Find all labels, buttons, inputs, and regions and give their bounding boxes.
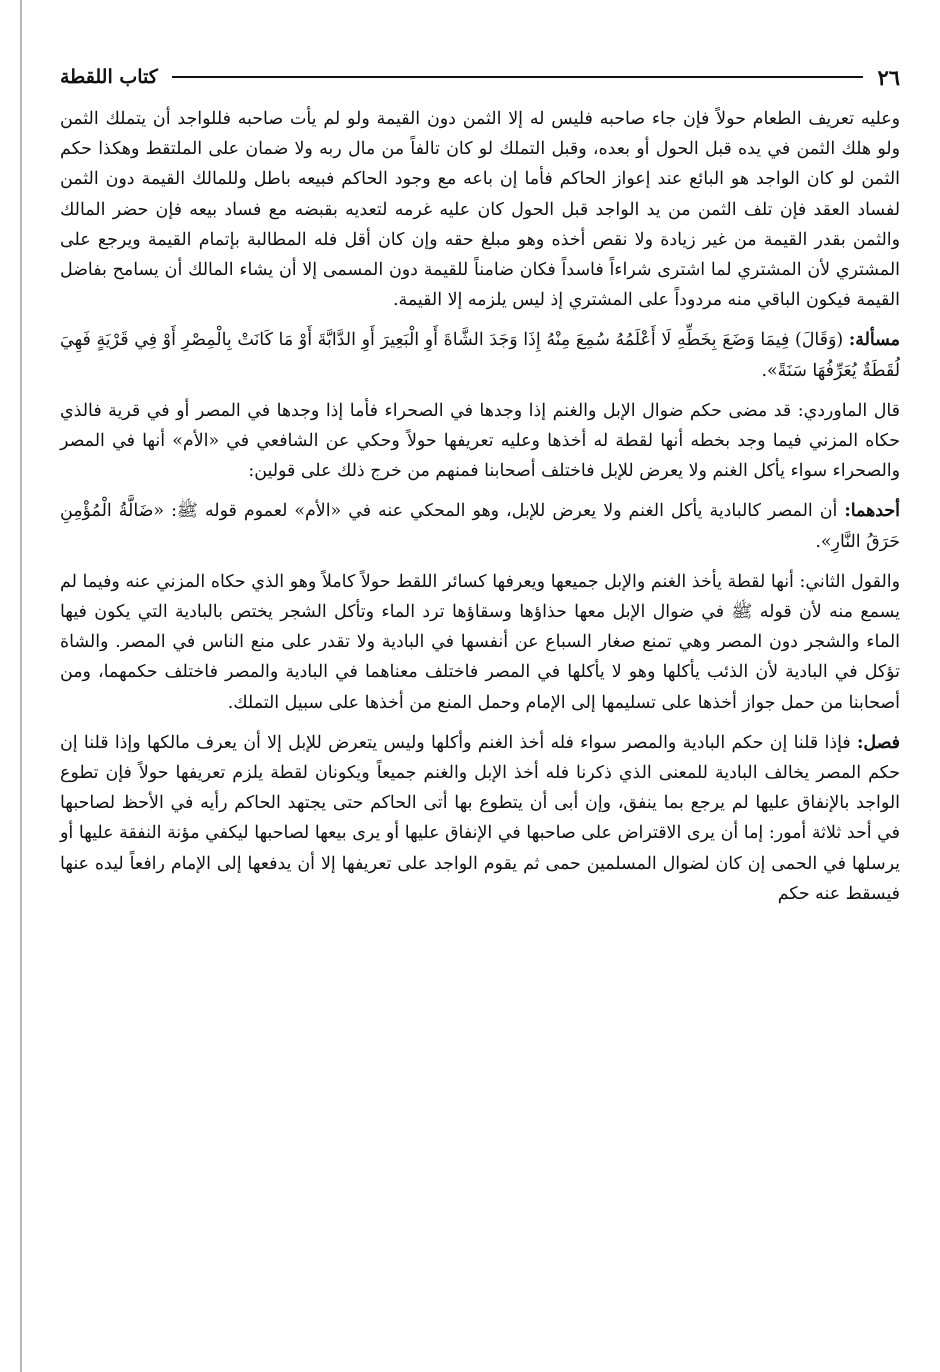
page-body <box>60 104 900 909</box>
book-page <box>60 62 900 919</box>
paragraph-text: أن المصر كالبادية يأكل الغنم ولا يعرض للإبل، وهو المحكي عنه في «الأم» لعموم قوله ﷺ: «ضَالَّةُ الْمُؤْمِنِ حَرَقُ النَّارِ». <box>60 501 900 552</box>
masala-label: مسألة: <box>848 330 900 351</box>
page-number: ٢٦ <box>877 64 900 90</box>
scan-margin-line <box>20 0 22 1372</box>
paragraph-text: وعليه تعريف الطعام حولاً فإن جاء صاحبه فليس له إلا الثمن دون القيمة ولو لم يأت صاحبه فللواجد أن يتملك الثمن ولو هلك الثمن في يده قبل الحول أو بعده، وقبل التملك لو كان تالفاً من مال ربه ولا ضمان على الملتقط وهكذا حكم الثمن لو كان الواجد هو البائع عند إعواز الحاكم فأما إن باعه مع وجود الحاكم فبيعه باطل وللمالك القيمة دون الثمن لفساد العقد فإن تلف الثمن من يد الواجد قبل الحول كان عليه غرمه لتعديه بقبضه مع فساد بيعه فإن حضر المالك والثمن بقدر القيمة من غير زيادة ولا نقص أخذه وهو مبلغ حقه وإن كان أقل فله المطالبة بإتمام القيمة ويرجع على المشتري لأن المشتري لما اشترى شراءاً فاسداً فكان ضامناً للقيمة دون المسمى إلا أن يشاء المالك أن يسامح بفاضل القيمة فيكون الباقي منه مردوداً على المشتري إذ ليس يلزمه إلا القيمة. <box>60 109 900 311</box>
header-rule <box>172 76 864 78</box>
paragraph-text: والقول الثاني: أنها لقطة يأخذ الغنم والإبل جميعها ويعرفها كسائر اللقط حولاً كاملاً وهو الذي حكاه المزني عنه وفيما لم يسمع منه لأن قوله ﷺ في ضوال الإبل معها حذاؤها وسقاؤها ترد الماء وتأكل الشجر يختص بالبادية التي يكون فيها الماء والشجر دون المصر وهي تمنع صغار السباع عن أنفسها في البادية ولا تقدر على منع الناس في المصر. والشاة تؤكل في البادية لأن الذئب يأكلها وهو لا يأكلها في المصر فاختلف معناهما في البادية والمصر فاختلف حكمهما، ومن أصحابنا من حمل جواز أخذها على تسليمها إلى الإمام وحمل المنع من أخذها على سبيل التملك. <box>60 571 900 713</box>
paragraph-first-opinion <box>60 496 900 556</box>
fasl-label: فصل: <box>857 732 900 753</box>
book-title: كتاب اللقطة <box>60 66 158 88</box>
paragraph-text: فإذا قلنا إن حكم البادية والمصر سواء فله أخذ الغنم وأكلها وليس يتعرض للإبل إلا أن يعرف مالكها وإذا قلنا إن حكم المصر يخالف البادية للمعنى الذي ذكرنا فله أخذ الإبل والغنم جميعاً ويكونان لقطة يلزم تعريفها حولاً فإن تطوع الواجد بالإنفاق عليها لم يرجع بما ينفق، وإن أبى أن يتطوع بها أتى الحاكم حتى يجتهد الحاكم رأيه في الأحظ لصاحبها في أحد ثلاثة أمور: إما أن يرى الاقتراض على صاحبها في الإنفاق عليها أو يرى بيعها لصاحبها ليكفي مؤنة النفقة عليها أو يرسلها في الحمى إن كان لضوال المسلمين حمى ثم يقوم الواجد على تعريفها إلا أن يدفعها إلى الإمام رافعاً ليده عنها فيسقط عنه حكم <box>60 732 900 904</box>
paragraph-price-ruling <box>60 104 900 315</box>
paragraph-masala <box>60 325 900 385</box>
first-opinion-label: أحدهما: <box>844 501 900 522</box>
paragraph-mawardi <box>60 396 900 487</box>
paragraph-text: قال الماوردي: قد مضى حكم ضوال الإبل والغنم إذا وجدها في الصحراء فأما إذا وجدها في المصر أو في قرية فالذي حكاه المزني فيما وجد بخطه أنها لقطة له أخذها وعليه تعريفها حولاً وحكي عن الشافعي في «الأم» أنها في المصر والصحراء سواء يأكل الغنم ولا يعرض للإبل فاختلف أصحابنا فمنهم من خرج ذلك على قولين: <box>60 400 900 482</box>
paragraph-second-opinion <box>60 567 900 718</box>
paragraph-text: (وَقَالَ) فِيمَا وَضَعَ بِخَطِّهِ لَا أَعْلَمُهُ سُمِعَ مِنْهُ إِذَا وَجَدَ الشَّاةَ أَوِ الْبَعِيرَ أَوِ الدَّابَّةَ أَوْ مَا كَانَتْ بِالْمِصْرِ أَوْ فِي قَرْيَةٍ فَهِيَ لُقَطَةٌ يُعَرِّفُهَا سَنَةً». <box>60 330 900 381</box>
paragraph-fasl <box>60 728 900 909</box>
page-header <box>60 62 900 92</box>
